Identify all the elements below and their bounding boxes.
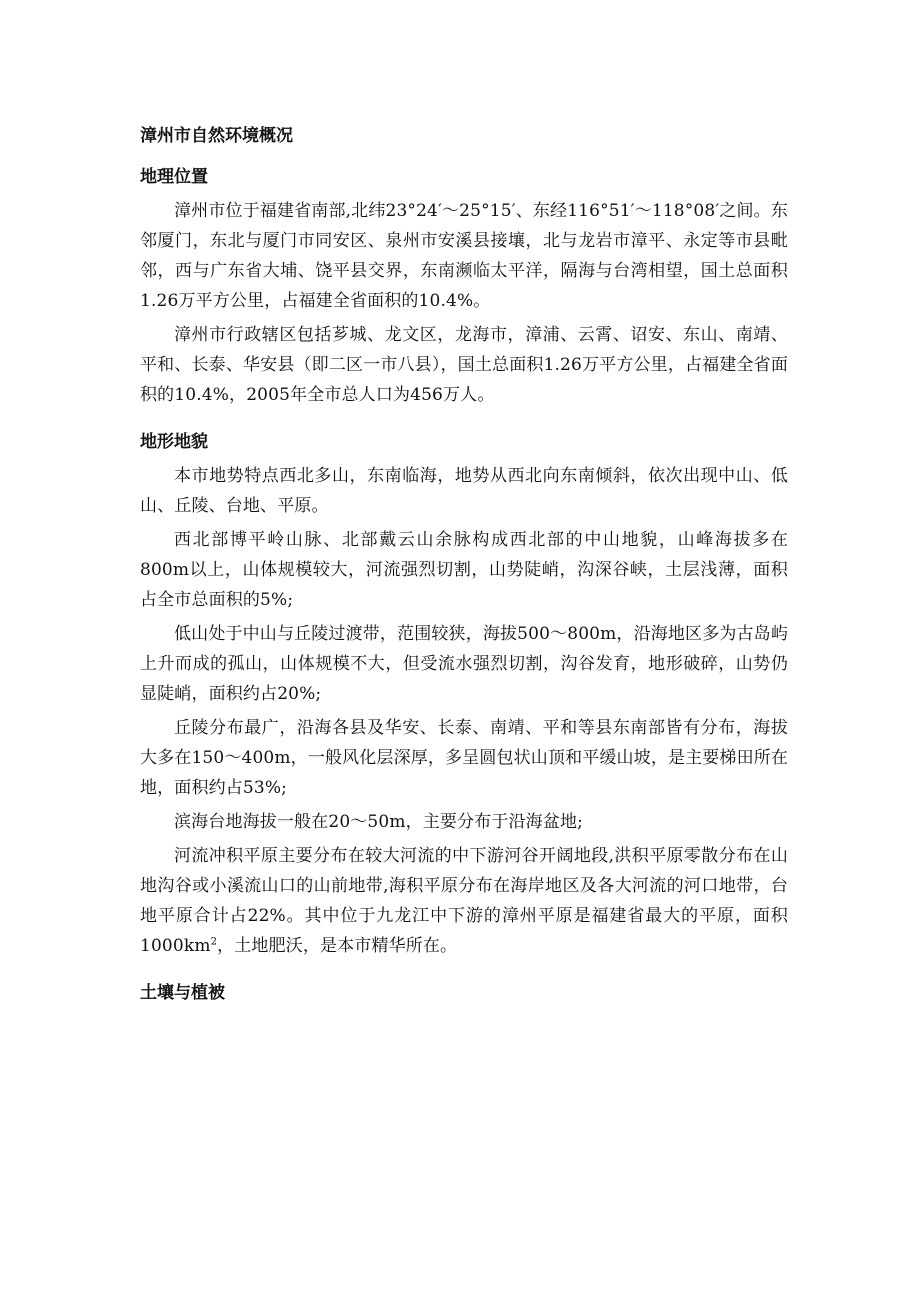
terrain-paragraph-2: 西北部博平岭山脉、北部戴云山余脉构成西北部的中山地貌，山峰海拔多在800m以上，山体规模较大，河流强烈切割，山势陡峭，沟深谷峡，土层浅薄，面积占全市总面积的5%; <box>140 530 788 610</box>
terrain-paragraph-6 <box>140 841 788 961</box>
terrain-paragraph-1: 本市地势特点西北多山，东南临海，地势从西北向东南倾斜，依次出现中山、低山、丘陵、台地、平原。 <box>140 466 788 516</box>
section-heading-terrain: 地形地貌 <box>140 432 208 452</box>
terrain-paragraph-6-text: 河流冲积平原主要分布在较大河流的中下游河谷开阔地段,洪积平原零散分布在山地沟谷或小溪流山口的山前地带,海积平原分布在海岸地区及各大河流的河口地带，台地平原合计占22%。其中位于九龙江中下游的漳州平原是福建省最大的平原，面积1000km <box>140 846 788 956</box>
terrain-paragraph-5: 滨海台地海拔一般在20～50m，主要分布于沿海盆地; <box>174 812 584 832</box>
terrain-paragraph-3: 低山处于中山与丘陵过渡带，范围较狭，海拔500～800m，沿海地区多为古岛屿上升而成的孤山，山体规模不大，但受流水强烈切割，沟谷发育，地形破碎，山势仍显陡峭，面积约占20%; <box>140 624 788 704</box>
document-title: 漳州市自然环境概况 <box>140 126 293 146</box>
superscript-2: 2 <box>210 936 218 948</box>
terrain-paragraph-4: 丘陵分布最广，沿海各县及华安、长泰、南靖、平和等县东南部皆有分布，海拔大多在150～400m，一般风化层深厚，多呈圆包状山顶和平缓山坡，是主要梯田所在地，面积约占53%; <box>140 718 789 798</box>
location-paragraph-1: 漳州市位于福建省南部,北纬23°24′～25°15′、东经116°51′～118°08′之间。东邻厦门，东北与厦门市同安区、泉州市安溪县接壤，北与龙岩市漳平、永定等市县毗邻，西与广东省大埔、饶平县交界，东南濒临太平洋，隔海与台湾相望，国土总面积1.26万平方公里，占福建全省面积的10.4%。 <box>140 201 788 311</box>
section-heading-location: 地理位置 <box>140 167 208 187</box>
terrain-paragraph-6-tail: ，土地肥沃，是本市精华所在。 <box>217 936 458 956</box>
section-heading-soil: 土壤与植被 <box>140 983 225 1003</box>
location-paragraph-2: 漳州市行政辖区包括芗城、龙文区，龙海市，漳浦、云霄、诏安、东山、南靖、平和、长泰、华安县（即二区一市八县），国土总面积1.26万平方公里，占福建全省面积的10.4%，2005年全市总人口为456万人。 <box>140 325 788 405</box>
document-page <box>140 118 788 1012</box>
